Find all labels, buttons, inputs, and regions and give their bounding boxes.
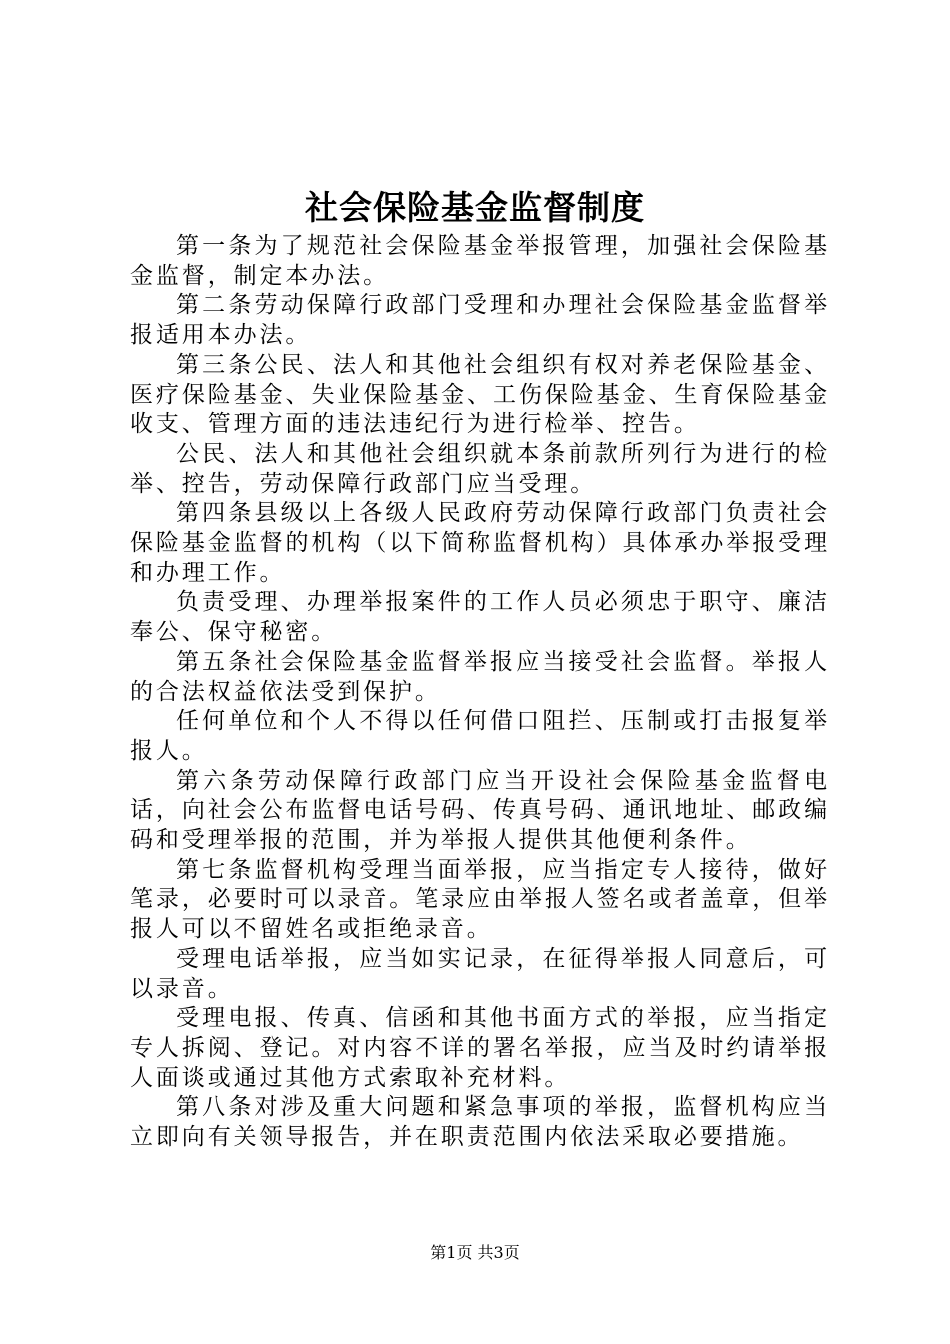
paragraph: 受理电报、传真、信函和其他书面方式的举报，应当指定专人拆阅、登记。对内容不详的署名举报，应当及时约请举报人面谈或通过其他方式索取补充材料。 — [130, 1005, 830, 1091]
paragraph: 第五条社会保险基金监督举报应当接受社会监督。举报人的合法权益依法受到保护。 — [130, 648, 830, 705]
paragraph: 第四条县级以上各级人民政府劳动保障行政部门负责社会保险基金监督的机构（以下简称监督机构）具体承办举报受理和办理工作。 — [130, 500, 830, 586]
paragraph: 第三条公民、法人和其他社会组织有权对养老保险基金、医疗保险基金、失业保险基金、工伤保险基金、生育保险基金收支、管理方面的违法违纪行为进行检举、控告。 — [130, 351, 830, 438]
page-number-footer: 第1页 共3页 — [430, 1243, 520, 1262]
paragraph: 公民、法人和其他社会组织就本条前款所列行为进行的检举、控告，劳动保障行政部门应当受理。 — [130, 440, 830, 497]
paragraph: 第八条对涉及重大问题和紧急事项的举报，监督机构应当立即向有关领导报告，并在职责范围内依法采取必要措施。 — [130, 1094, 830, 1151]
paragraph: 任何单位和个人不得以任何借口阻拦、压制或打击报复举报人。 — [130, 708, 830, 764]
paragraph: 第七条监督机构受理当面举报，应当指定专人接待，做好笔录，必要时可以录音。笔录应由举报人签名或者盖章，但举报人可以不留姓名或拒绝录音。 — [130, 856, 830, 943]
paragraph: 第六条劳动保障行政部门应当开设社会保险基金监督电话，向社会公布监督电话号码、传真号码、通讯地址、邮政编码和受理举报的范围，并为举报人提供其他便利条件。 — [130, 767, 830, 854]
document-title: 社会保险基金监督制度 — [305, 188, 645, 227]
paragraph: 第二条劳动保障行政部门受理和办理社会保险基金监督举报适用本办法。 — [130, 292, 830, 349]
paragraph: 负责受理、办理举报案件的工作人员必须忠于职守、廉洁奉公、保守秘密。 — [130, 589, 830, 646]
document-body — [130, 232, 830, 1153]
paragraph: 受理电话举报，应当如实记录，在征得举报人同意后，可以录音。 — [130, 945, 830, 1002]
paragraph: 第一条为了规范社会保险基金举报管理，加强社会保险基金监督，制定本办法。 — [130, 233, 830, 289]
